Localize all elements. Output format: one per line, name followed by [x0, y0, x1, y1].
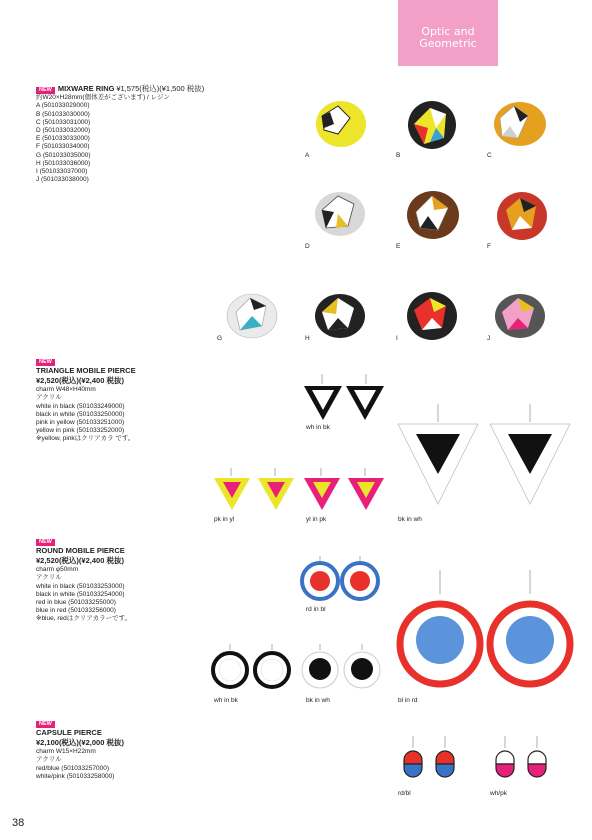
ring-code: J (501033038000)	[36, 176, 89, 184]
ring-code: H (501033036000)	[36, 159, 91, 167]
triangle-label-yl-in-pk: yl in pk	[306, 516, 327, 523]
triangle-title: TRIANGLE MOBILE PIERCE	[36, 366, 136, 376]
ring-code: C (501033031000)	[36, 118, 91, 126]
triangle-label-bk-in-wh: bk in wh	[398, 516, 422, 523]
ring-label-g: G	[217, 335, 223, 342]
triangle-material: アクリル	[36, 394, 62, 402]
round-bl-in-rd-image	[396, 570, 576, 692]
ring-title: MIXWARE RING	[57, 84, 115, 93]
round-title: ROUND MOBILE PIERCE	[36, 546, 125, 556]
triangle-note: ※yellow, pinkはクリアカラ です。	[36, 435, 135, 443]
ring-section	[36, 84, 204, 184]
triangle-bk-in-wh-image	[396, 404, 572, 508]
ring-label-b: B	[396, 152, 401, 159]
ring-code: F (501033034000)	[36, 143, 90, 151]
category-tab-text: Optic and Geometric	[419, 25, 477, 50]
ring-price: ¥1,575(税込)(¥1,500 税抜)	[116, 84, 205, 93]
ring-code: I (501033037000)	[36, 168, 88, 176]
capsule-wh-pk-image	[490, 736, 554, 784]
round-bk-in-wh-image	[300, 644, 384, 692]
round-charm: charm φ50mm	[36, 566, 79, 574]
capsule-code: white/pink (501033258000)	[36, 772, 115, 780]
ring-e-image	[404, 188, 462, 242]
round-label-rd-in-bl: rd in bl	[306, 606, 326, 613]
triangle-label-wh-in-bk: wh in bk	[306, 424, 330, 431]
ring-code: G (501033035000)	[36, 151, 91, 159]
round-material: アクリル	[36, 574, 62, 582]
triangle-pk-in-yl-image	[212, 468, 296, 512]
new-badge: NEW	[36, 539, 55, 546]
capsule-title: CAPSULE PIERCE	[36, 728, 102, 738]
ring-f-image	[494, 188, 550, 242]
capsule-rd-bl-image	[398, 736, 462, 784]
ring-a-image	[314, 98, 368, 150]
ring-label-f: F	[487, 243, 491, 250]
ring-label-e: E	[396, 243, 401, 250]
triangle-code: white in black (501033249000)	[36, 402, 125, 410]
ring-code: E (501033033000)	[36, 135, 90, 143]
new-badge: NEW	[36, 87, 55, 94]
capsule-label-rd-bl: rd/bl	[398, 790, 411, 797]
new-badge: NEW	[36, 721, 55, 728]
ring-g-image	[224, 290, 280, 342]
ring-c-image	[490, 98, 548, 150]
round-label-bl-in-rd: bl in rd	[398, 697, 418, 704]
capsule-code: red/blue (501033257000)	[36, 764, 110, 772]
capsule-charm: charm W15×H22mm	[36, 748, 96, 756]
page-number: 38	[12, 817, 25, 829]
ring-label-h: H	[305, 335, 310, 342]
round-code: white in black (501033253000)	[36, 582, 125, 590]
round-section	[36, 538, 131, 624]
capsule-price: ¥2,100(税込)(¥2,000 税抜)	[36, 738, 124, 748]
ring-j-image	[492, 290, 548, 342]
round-label-bk-in-wh: bk in wh	[306, 697, 330, 704]
triangle-wh-in-bk-image	[302, 374, 390, 424]
round-price: ¥2,520(税込)(¥2,400 税抜)	[36, 556, 124, 566]
ring-label-i: I	[396, 335, 398, 342]
ring-h-image	[312, 290, 368, 342]
capsule-material: アクリル	[36, 756, 62, 764]
ring-label-c: C	[487, 152, 492, 159]
ring-d-image	[312, 188, 368, 240]
capsule-section	[36, 720, 124, 781]
ring-code: A (501033029000)	[36, 102, 90, 110]
ring-label-d: D	[305, 243, 310, 250]
round-wh-in-bk-image	[210, 644, 294, 692]
capsule-label-wh-pk: wh/pk	[490, 790, 507, 797]
ring-label-a: A	[305, 152, 310, 159]
triangle-section	[36, 358, 136, 444]
triangle-price: ¥2,520(税込)(¥2,400 税抜)	[36, 376, 124, 386]
round-label-wh-in-bk: wh in bk	[214, 697, 238, 704]
round-code: black in white (501033254000)	[36, 590, 125, 598]
ring-label-j: J	[487, 335, 491, 342]
triangle-code: pink in yellow (501033251000)	[36, 419, 125, 427]
category-tab	[398, 0, 498, 66]
round-code: blue in red (501033256000)	[36, 607, 116, 615]
round-rd-in-bl-image	[300, 556, 382, 602]
ring-code: B (501033030000)	[36, 110, 90, 118]
ring-desc: 約W20×H28mm(個体差がございます) / レジン	[36, 94, 170, 102]
triangle-label-pk-in-yl: pk in yl	[214, 516, 235, 523]
ring-b-image	[404, 98, 460, 152]
ring-code: D (501033032000)	[36, 127, 91, 135]
triangle-code: yellow in pink (501033252000)	[36, 427, 125, 435]
new-badge: NEW	[36, 359, 55, 366]
ring-i-image	[404, 288, 460, 342]
triangle-charm: charm W48×H40mm	[36, 386, 96, 394]
round-note: ※blue, redはクリアカラーです。	[36, 615, 132, 623]
triangle-yl-in-pk-image	[302, 468, 386, 512]
triangle-code: black in white (501033250000)	[36, 410, 125, 418]
round-code: red in blue (501033255000)	[36, 599, 116, 607]
ring-code-list	[36, 102, 204, 184]
